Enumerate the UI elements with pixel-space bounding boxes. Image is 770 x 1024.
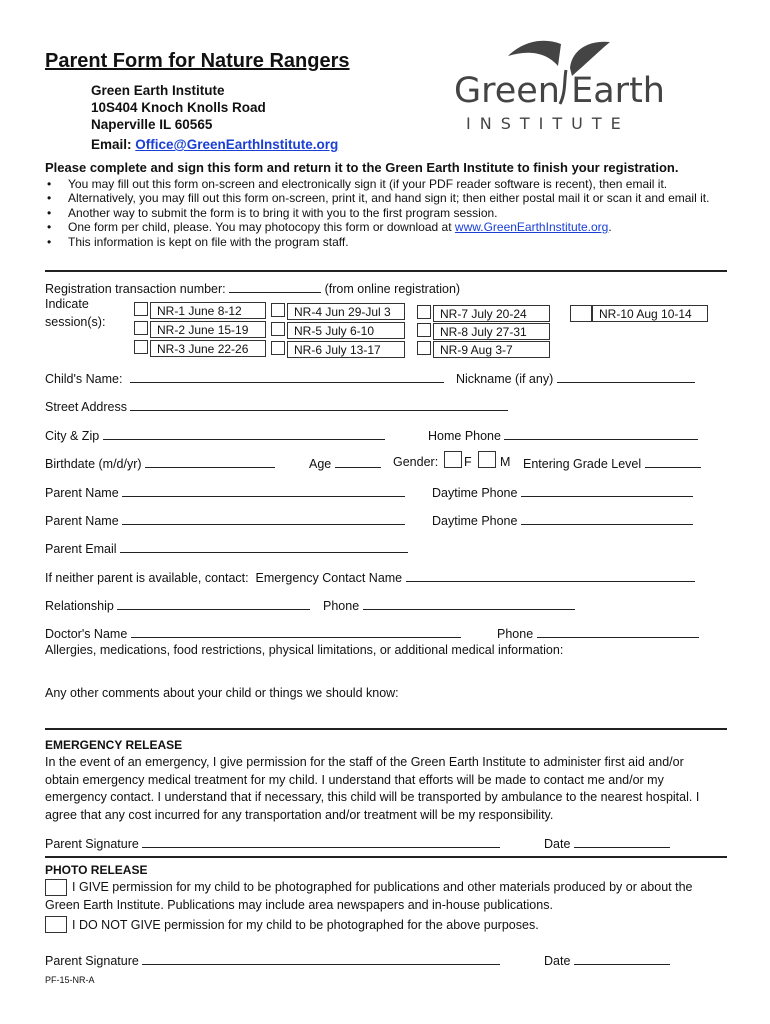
emergency-date-field[interactable]	[574, 835, 670, 848]
session-nr4: NR-4 Jun 29-Jul 3	[287, 303, 405, 320]
emergency-release-heading: EMERGENCY RELEASE	[45, 738, 183, 752]
relationship-field[interactable]	[117, 597, 310, 610]
daytime-phone-row-1: Daytime Phone	[432, 484, 693, 500]
gender-label: Gender:	[393, 455, 439, 469]
download-link[interactable]: www.GreenEarthInstitute.org	[454, 220, 609, 235]
street-field[interactable]	[130, 398, 508, 411]
green-earth-logo	[448, 36, 680, 136]
org-address-line2: Naperville IL 60565	[91, 117, 213, 132]
city-zip-field[interactable]	[103, 427, 385, 440]
session-nr10: NR-10 Aug 10-14	[592, 305, 708, 322]
session-nr9: NR-9 Aug 3-7	[433, 341, 550, 358]
childs-name-row: Child's Name:	[45, 370, 444, 386]
session-checkbox[interactable]	[417, 305, 431, 319]
doctor-phone-field[interactable]	[537, 625, 699, 638]
photo-not-give-label: I DO NOT GIVE permission for my child to be photographed for the above purposes.	[72, 918, 539, 932]
city-zip-row: City & Zip	[45, 427, 385, 443]
emergency-release-text: In the event of an emergency, I give permission for the staff of the Green Earth Institute to administer first aid and/or obtain emergency medical treatment for my child. I understand that efforts will be made to contact me and/or my emergency contact. I understand that if necessary, this child will be transported by ambulance to the nearest hospital. I agree that any cost incurred for any transportation and/or treatment will be my responsibility.	[45, 755, 700, 822]
allergies-field[interactable]	[45, 660, 725, 682]
photo-give-line1: I GIVE permission for my child to be photographed for publications and other materials produced by or about the	[72, 880, 693, 894]
gender-f-checkbox[interactable]	[444, 451, 462, 468]
session-nr5: NR-5 July 6-10	[287, 322, 405, 339]
parent-name-row-2: Parent Name	[45, 512, 405, 528]
allergies-label: Allergies, medications, food restrictions, physical limitations, or additional medical information:	[45, 643, 564, 657]
grade-field[interactable]	[645, 455, 701, 468]
gender-m-checkbox[interactable]	[478, 451, 496, 468]
parent-name-field-2[interactable]	[122, 512, 405, 525]
street-row: Street Address	[45, 398, 508, 414]
divider	[45, 728, 727, 730]
gender-m-label: M	[500, 455, 511, 469]
parent-name-field-1[interactable]	[122, 484, 405, 497]
leaf-left-icon	[508, 41, 561, 66]
org-address-line1: 10S404 Knoch Knolls Road	[91, 100, 266, 115]
emergency-phone-field[interactable]	[363, 597, 575, 610]
sessions-label: session(s):	[45, 315, 106, 329]
parent-email-row: Parent Email	[45, 540, 408, 556]
gender-f-label: F	[464, 455, 472, 469]
parent-email-field[interactable]	[120, 540, 408, 553]
age-row: Age	[309, 455, 381, 471]
age-field[interactable]	[335, 455, 381, 468]
photo-give-checkbox[interactable]	[45, 879, 67, 896]
doctor-row: Doctor's Name	[45, 625, 461, 641]
birthdate-field[interactable]	[145, 455, 275, 468]
home-phone-field[interactable]	[504, 427, 698, 440]
session-nr6: NR-6 July 13-17	[287, 341, 405, 358]
session-nr8: NR-8 July 27-31	[433, 323, 550, 340]
session-checkbox[interactable]	[417, 341, 431, 355]
emergency-signature-field[interactable]	[142, 835, 500, 848]
relationship-row: Relationship	[45, 597, 310, 613]
page-title: Parent Form for Nature Rangers	[45, 50, 350, 72]
photo-not-give-checkbox[interactable]	[45, 916, 67, 933]
org-name: Green Earth Institute	[91, 83, 225, 98]
session-nr3: NR-3 June 22-26	[150, 340, 266, 357]
doctor-phone-row: Phone	[497, 625, 699, 641]
session-checkbox[interactable]	[134, 321, 148, 335]
photo-date-row: Date	[544, 952, 670, 968]
list-item: • Alternatively, you may fill out this form on-screen, print it, and hand sign it; then either postal mail it or scan it and email it.	[45, 191, 735, 205]
emergency-contact-row: If neither parent is available, contact: Emergency Contact Name	[45, 569, 695, 585]
session-checkbox[interactable]	[271, 341, 285, 355]
grade-row: Entering Grade Level	[523, 455, 701, 471]
session-nr7: NR-7 July 20-24	[433, 305, 550, 322]
parent-name-row-1: Parent Name	[45, 484, 405, 500]
daytime-phone-row-2: Daytime Phone	[432, 512, 693, 528]
list-item: • This information is kept on file with the program staff.	[45, 235, 735, 249]
session-checkbox[interactable]	[570, 305, 592, 322]
photo-signature-row: Parent Signature	[45, 952, 500, 968]
session-checkbox[interactable]	[271, 303, 285, 317]
comments-field[interactable]	[45, 703, 725, 725]
photo-release-heading: PHOTO RELEASE	[45, 863, 148, 877]
nickname-row: Nickname (if any)	[456, 370, 695, 386]
session-checkbox[interactable]	[271, 322, 285, 336]
birthdate-row: Birthdate (m/d/yr)	[45, 455, 275, 471]
daytime-phone-field-1[interactable]	[521, 484, 693, 497]
nickname-field[interactable]	[557, 370, 695, 383]
transaction-row: Registration transaction number: (from online registration)	[45, 282, 461, 296]
list-item: • One form per child, please. You may photocopy this form or download at www.GreenEarthInstitute.org.	[45, 220, 735, 234]
session-nr1: NR-1 June 8-12	[150, 302, 266, 319]
instructions-intro: Please complete and sign this form and return it to the Green Earth Institute to finish your registration.	[45, 160, 679, 175]
logo-text-main: Green Earth	[454, 71, 665, 111]
session-checkbox[interactable]	[134, 302, 148, 316]
email-row	[91, 137, 338, 152]
photo-signature-field[interactable]	[142, 952, 500, 965]
photo-give-line2: Green Earth Institute. Publications may include area newspapers and in-house publications.	[45, 898, 553, 912]
doctor-name-field[interactable]	[131, 625, 461, 638]
indicate-label: Indicate	[45, 297, 89, 311]
childs-name-field[interactable]	[130, 370, 444, 383]
session-nr2: NR-2 June 15-19	[150, 321, 266, 338]
emergency-signature-row: Parent Signature	[45, 835, 500, 851]
session-checkbox[interactable]	[134, 340, 148, 354]
session-checkbox[interactable]	[417, 323, 431, 337]
list-item: • Another way to submit the form is to bring it with you to the first program session.	[45, 206, 735, 220]
form-code: PF-15-NR-A	[45, 975, 95, 985]
divider	[45, 270, 727, 272]
instructions-list	[45, 177, 735, 249]
photo-date-field[interactable]	[574, 952, 670, 965]
daytime-phone-field-2[interactable]	[521, 512, 693, 525]
transaction-number-field[interactable]	[229, 280, 321, 293]
logo-text-sub: INSTITUTE	[466, 114, 630, 133]
comments-label: Any other comments about your child or things we should know:	[45, 686, 399, 700]
list-item: • You may fill out this form on-screen and electronically sign it (if your PDF reader software is recent), then email it.	[45, 177, 735, 191]
home-phone-row: Home Phone	[428, 427, 698, 443]
emergency-date-row: Date	[544, 835, 670, 851]
email-label: Email:	[91, 137, 132, 152]
email-link[interactable]: Office@GreenEarthInstitute.org	[135, 137, 339, 152]
divider	[45, 856, 727, 858]
emergency-phone-row: Phone	[323, 597, 575, 613]
emergency-contact-field[interactable]	[406, 569, 695, 582]
